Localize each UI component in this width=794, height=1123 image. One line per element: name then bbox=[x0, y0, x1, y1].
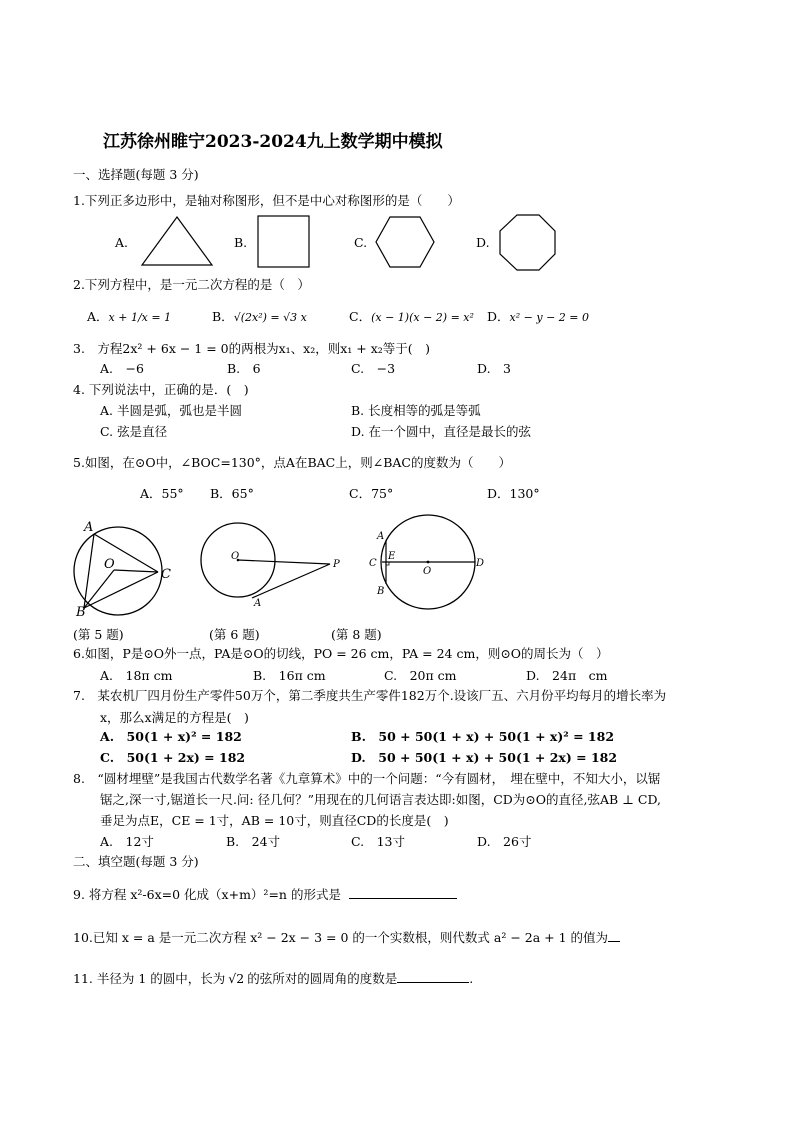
q2-option-a: A．x + 1/x = 1 bbox=[87, 309, 172, 324]
figure-q6 bbox=[196, 518, 346, 610]
q8-stem-line3: 垂足为点E，CE = 1寸，AB = 10寸，则直径CD的长度是( ) bbox=[100, 813, 449, 828]
q6-option-c: C. 20π cm bbox=[384, 668, 457, 683]
fig6-label-p: P bbox=[333, 559, 340, 570]
q4-option-d: D. 在一个圆中，直径是最长的弦 bbox=[351, 424, 532, 439]
q5-option-d: D．130° bbox=[487, 486, 540, 501]
fig5-label-a: A bbox=[84, 520, 94, 535]
q7-option-b: B. 50 + 50(1 + x) + 50(1 + x)² = 182 bbox=[351, 729, 615, 744]
q7-option-d: D. 50 + 50(1 + x) + 50(1 + 2x) = 182 bbox=[351, 750, 618, 765]
q11: 11. 半径为 1 的圆中，长为 √2 的弦所对的圆周角的度数是 . bbox=[73, 971, 474, 986]
fig5-caption: (第 5 题) bbox=[73, 627, 124, 642]
q8-option-c: C. 13寸 bbox=[351, 834, 405, 849]
fig6-caption: (第 6 题) bbox=[209, 627, 260, 642]
q4-option-c: C. 弦是直径 bbox=[100, 424, 168, 439]
q7-option-c: C. 50(1 + 2x) = 182 bbox=[100, 750, 246, 765]
q11-answer-blank[interactable] bbox=[397, 970, 469, 983]
q10: 10.已知 x = a 是一元二次方程 x² − 2x − 3 = 0 的一个实数根，则代数式 a² − 2a + 1 的值为 bbox=[73, 928, 620, 946]
fig6-label-a: A bbox=[254, 598, 262, 609]
square-figure bbox=[256, 214, 312, 270]
q1-option-a-label: A. bbox=[115, 235, 129, 250]
q3-option-b: B. 6 bbox=[227, 361, 261, 376]
q8-option-b: B. 24寸 bbox=[226, 834, 281, 849]
q2-option-d: D．x² − y − 2 = 0 bbox=[487, 309, 589, 324]
q3-option-c: C. −3 bbox=[351, 361, 396, 376]
q5-option-b: B．65° bbox=[210, 486, 254, 501]
q7-option-a: A. 50(1 + x)² = 182 bbox=[100, 729, 242, 744]
q4-option-b: B. 长度相等的弧是等弧 bbox=[351, 403, 481, 418]
q4-stem: 4. 下列说法中，正确的是．( ) bbox=[73, 382, 249, 397]
q5-option-c: C．75° bbox=[349, 486, 394, 501]
section-heading-choice: 一、选择题(每题 3 分) bbox=[73, 167, 199, 182]
q3-option-d: D. 3 bbox=[477, 361, 512, 376]
q6-option-a: A. 18π cm bbox=[100, 668, 173, 683]
q1-option-d-label: D. bbox=[476, 235, 490, 250]
fig5-label-o: O bbox=[104, 557, 115, 572]
q8-stem-line2: 锯之,深一寸,锯道长一尺.问: 径几何？”用现在的几何语言表达即:如图，CD为⊙O的直径,弦AB ⊥ CD, bbox=[100, 792, 662, 807]
q6-option-b: B. 16π cm bbox=[253, 668, 326, 683]
fig8-label-d: D bbox=[476, 558, 485, 569]
fig5-label-c: C bbox=[161, 567, 171, 582]
q10-answer-blank[interactable] bbox=[608, 929, 620, 942]
q3-option-a: A. −6 bbox=[100, 361, 144, 376]
q8-option-d: D. 26寸 bbox=[477, 834, 532, 849]
q1-option-c-label: C. bbox=[354, 235, 368, 250]
fig6-label-o: O bbox=[231, 551, 240, 562]
q4-option-a: A. 半圆是弧，弧也是半圆 bbox=[100, 403, 242, 418]
fig8-caption: (第 8 题) bbox=[331, 627, 382, 642]
figure-q5 bbox=[66, 516, 184, 620]
triangle-figure bbox=[140, 215, 214, 267]
fig8-label-e: E bbox=[388, 551, 396, 562]
q7-stem-line1: 7. 某农机厂四月份生产零件50万个，第二季度共生产零件182万个.设该厂五、六月份平均每月的增长率为 bbox=[73, 688, 667, 703]
fig8-label-c: C bbox=[369, 558, 377, 569]
q5-option-a: A．55° bbox=[140, 486, 184, 501]
fig8-label-b: B bbox=[377, 586, 385, 597]
section-heading-fill: 二、填空题(每题 3 分) bbox=[73, 854, 199, 869]
q9-answer-blank[interactable] bbox=[349, 886, 457, 899]
q8-stem-line1: 8. “圆材埋壁”是我国古代数学名著《九章算术》中的一个问题：“今有圆材， 埋在壁中，不知大小，以锯 bbox=[73, 771, 661, 786]
q1-stem: 1.下列正多边形中，是轴对称图形，但不是中心对称图形的是（ ） bbox=[73, 193, 460, 208]
q8-option-a: A. 12寸 bbox=[100, 834, 154, 849]
q6-stem: 6.如图，P是⊙O外一点，PA是⊙O的切线，PO = 26 cm，PA = 24 cm，则⊙O的周长为（ ） bbox=[73, 646, 609, 661]
fig5-label-b: B bbox=[76, 605, 86, 620]
octagon-figure bbox=[498, 213, 558, 273]
q2-stem: 2.下列方程中，是一元二次方程的是（ ） bbox=[73, 277, 310, 292]
q5-stem: 5.如图，在⊙O中，∠BOC=130°，点A在BAC上，则∠BAC的度数为（ ） bbox=[73, 455, 511, 470]
hexagon-figure bbox=[374, 215, 436, 269]
q6-option-d: D. 24π cm bbox=[526, 668, 608, 683]
q1-option-b-label: B. bbox=[234, 235, 248, 250]
fig8-label-a: A bbox=[377, 531, 385, 542]
fig8-label-o: O bbox=[423, 566, 432, 577]
page-title: 江苏徐州睢宁2023-2024九上数学期中模拟 bbox=[103, 132, 443, 152]
q2-option-b: B．√(2x²) = √3 x bbox=[212, 309, 307, 324]
q7-stem-line2: x，那么x满足的方程是( ) bbox=[100, 710, 249, 725]
q9: 9. 将方程 x²-6x=0 化成（x+m）²=n 的形式是 bbox=[73, 885, 457, 903]
figure-q8 bbox=[362, 512, 492, 614]
q3-stem: 3. 方程2x² + 6x − 1 = 0的两根为x₁、x₂，则x₁ + x₂等于( ) bbox=[73, 341, 431, 356]
q2-option-c: C．(x − 1)(x − 2) = x² bbox=[349, 309, 474, 324]
